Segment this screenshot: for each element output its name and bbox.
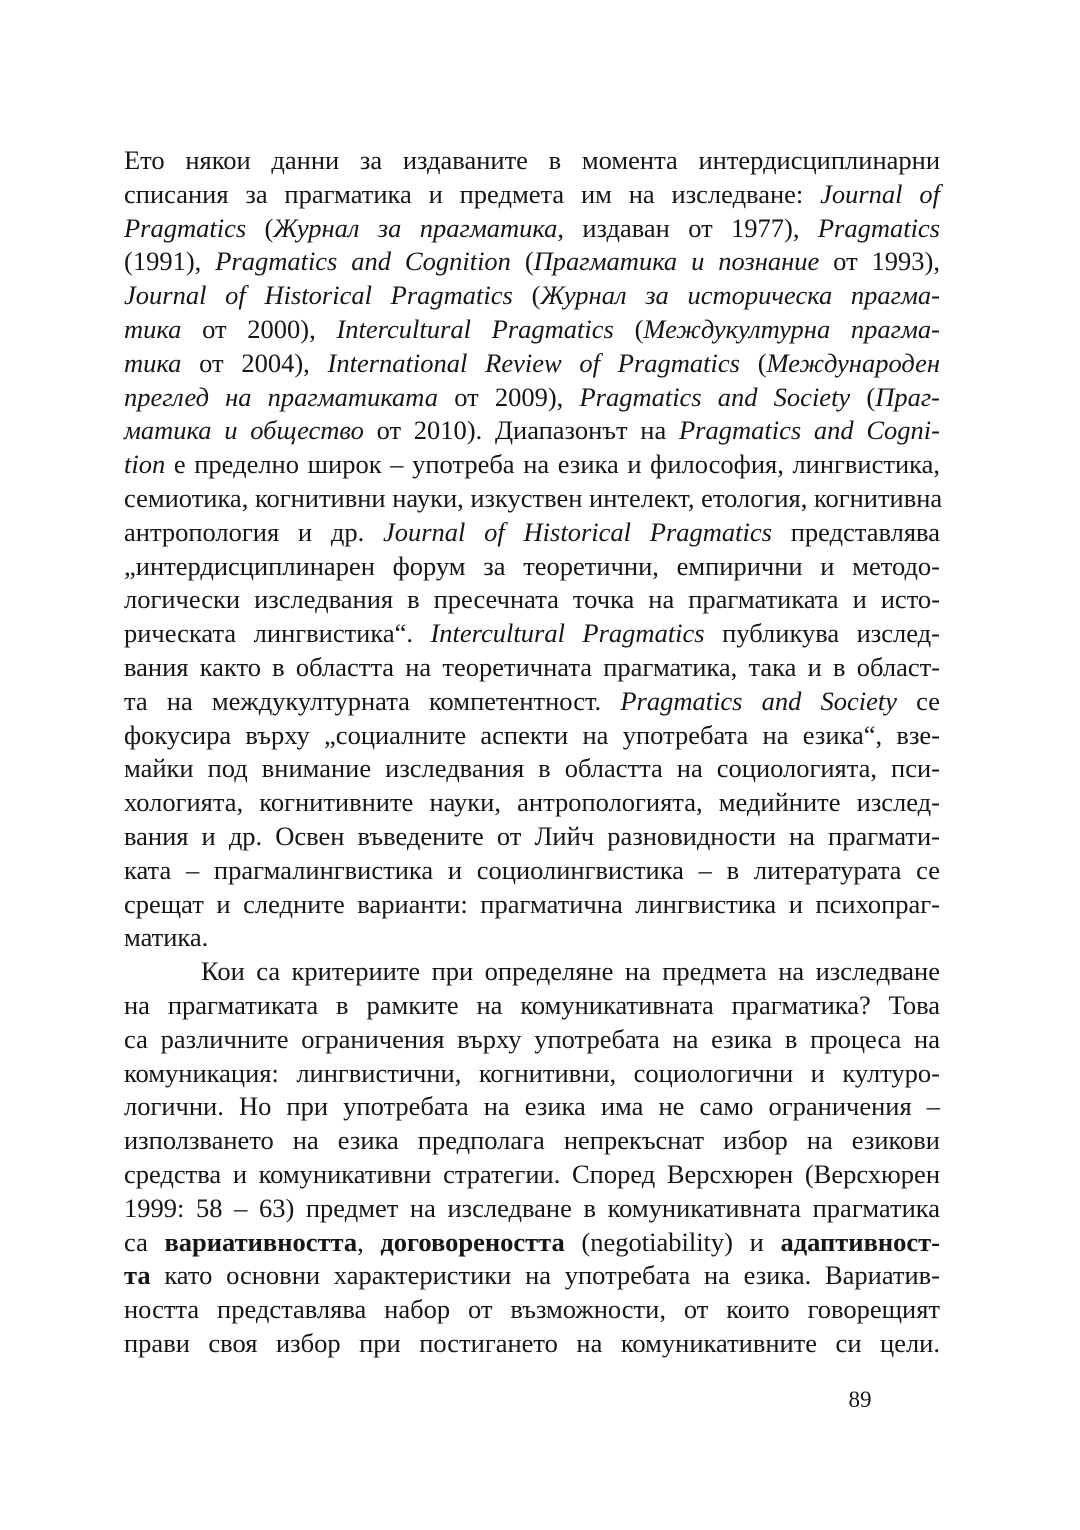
text-segment: ( (246, 212, 274, 243)
text-line (124, 1327, 940, 1361)
text-line (124, 685, 940, 719)
text-line (124, 1023, 940, 1057)
text-segment: та на междукултурната компетентност. (124, 685, 621, 716)
text-segment: от 1993), (819, 246, 941, 277)
text-line (124, 1090, 940, 1124)
italic-text: Journal of Historical Pragmatics (382, 516, 772, 547)
text-line (124, 414, 940, 448)
text-line (124, 144, 940, 178)
italic-text: Pragmatics and Society (620, 685, 898, 716)
text-segment: списания за прагматика и предмета им на изследване: (124, 178, 821, 209)
italic-text: Pragmatics and Cognition (215, 246, 511, 277)
italic-text: тика (124, 347, 182, 378)
italic-text: tion (124, 449, 166, 480)
italic-text: преглед на прагматиката (124, 381, 439, 412)
italic-text: Journal of Historical Pragmatics (124, 280, 513, 311)
text-segment: Кои са критериите при определяне на предмета на изследване (201, 956, 940, 987)
text-segment: „интердисциплинарен форум за теоретични, емпирични и методо- (124, 550, 940, 581)
italic-text: Праг- (875, 381, 940, 412)
text-line (124, 752, 940, 786)
text-segment: вания както в областта на теоретичната прагматика, така и в област- (124, 651, 940, 682)
text-segment: се (897, 685, 940, 716)
text-segment: ( (613, 313, 644, 344)
text-line (124, 245, 940, 279)
text-segment: използването на езика предполага непрекъснат избор на езикови (124, 1125, 940, 1156)
text-line (124, 1293, 940, 1327)
italic-text: International Review of Pragmatics (327, 347, 740, 378)
text-segment: средства и комуникативни стратегии. Според Версхюрен (Версхюрен (124, 1158, 940, 1189)
text-segment: вания и др. Освен въведените от Лийч разновидности на прагмати- (124, 820, 940, 851)
text-segment: ( (850, 381, 876, 412)
italic-text: Журнал за историческа прагма- (540, 280, 941, 311)
text-segment: майки под внимание изследвания в областта на социологията, пси- (124, 753, 940, 784)
text-line (124, 178, 940, 212)
text-line (124, 347, 940, 381)
text-line (124, 1057, 940, 1091)
text-line (124, 854, 940, 888)
text-segment: от 2004), (181, 347, 328, 378)
text-line (124, 1226, 940, 1260)
bold-text: адаптивност- (780, 1226, 940, 1257)
text-line (124, 921, 940, 955)
text-line (124, 1192, 940, 1226)
text-segment: , издаван от 1977), (557, 212, 818, 243)
text-segment: срещат и следните варианти: прагматична лингвистика и психопраг- (124, 888, 940, 919)
text-line (124, 381, 940, 415)
text-line (124, 955, 940, 989)
text-segment: ( (739, 347, 767, 378)
italic-text: Intercultural Pragmatics (336, 313, 614, 344)
text-segment: (1991), (124, 246, 216, 277)
text-line (124, 888, 940, 922)
text-segment: са (124, 1226, 165, 1257)
text-line (124, 1124, 940, 1158)
italic-text: Intercultural Pragmatics (430, 618, 705, 649)
bold-text: договореността (380, 1226, 565, 1257)
page-number: 89 (848, 1387, 872, 1412)
text-segment: хологията, когнитивните науки, антропологията, медийните изслед- (124, 787, 940, 818)
text-segment: логически изследвания в пресечната точка на прагматиката и исто- (124, 584, 940, 615)
text-line (124, 617, 940, 651)
text-segment: от 2010). Диапазонът на (363, 415, 679, 446)
text-segment: логични. Но при употребата на езика има не само ограничения – (124, 1091, 940, 1122)
text-line (124, 1259, 940, 1293)
text-line (124, 786, 940, 820)
text-segment: са различните ограничения върху употребата на езика в процеса на (124, 1023, 940, 1054)
bold-text: та (124, 1260, 151, 1291)
text-line (124, 550, 940, 584)
page-body-text (124, 144, 943, 1361)
text-segment: от 2000), (181, 313, 337, 344)
text-line (124, 212, 940, 246)
text-segment: фокусира върху „социалните аспекти на употребата на езика“, взе- (124, 719, 940, 750)
text-line (124, 448, 940, 482)
text-line (124, 1158, 940, 1192)
italic-text: Pragmatics and Society (579, 381, 851, 412)
italic-text: Журнал за прагматика (273, 212, 558, 243)
text-line (124, 482, 943, 516)
text-segment: семиотика, когнитивни науки, изкуствен интелект, етология, когнитивна (124, 482, 943, 513)
text-line (124, 279, 940, 313)
text-segment: като основни характеристики на употребата на езика. Вариатив- (150, 1260, 940, 1291)
bold-text: вариативността (164, 1226, 358, 1257)
text-segment: представлява (771, 516, 940, 547)
text-line (124, 989, 940, 1023)
text-segment: антропология и др. (124, 516, 383, 547)
text-segment: комуникация: лингвистични, когнитивни, социологични и културо- (124, 1057, 940, 1088)
text-line (124, 719, 940, 753)
text-segment: на прагматиката в рамките на комуникативната прагматика? Това (124, 989, 940, 1020)
text-segment: от 2009), (438, 381, 580, 412)
text-segment: 1999: 58 – 63) предмет на изследване в комуникативната прагматика (124, 1192, 940, 1223)
text-line (124, 583, 940, 617)
text-segment: ността представлява набор от възможности, от които говорещият (124, 1294, 940, 1325)
italic-text: Междукултурна прагма- (643, 313, 940, 344)
italic-text: матика и общество (124, 415, 364, 446)
text-segment: прави своя избор при постигането на комуникативните си цели. (124, 1327, 940, 1358)
text-segment: , (357, 1226, 381, 1257)
italic-text: Journal of (820, 178, 940, 209)
italic-text: тика (124, 313, 182, 344)
text-segment: Ето някои данни за издаваните в момента интердисциплинарни (124, 145, 940, 175)
text-segment: рическата лингвистика“. (124, 618, 431, 649)
text-segment: (negotiability) и (564, 1226, 781, 1257)
text-segment: е пределно широк – употреба на езика и философия, лингвистика, (165, 449, 940, 480)
italic-text: Pragmatics (124, 212, 247, 243)
text-line (124, 651, 940, 685)
text-line (124, 516, 940, 550)
italic-text: Pragmatics and Cogni- (678, 415, 940, 446)
text-segment: ( (510, 246, 534, 277)
text-segment: публикува изслед- (704, 618, 940, 649)
italic-text: Pragmatics (817, 212, 940, 243)
text-line (124, 313, 940, 347)
text-segment: ( (512, 280, 541, 311)
text-segment: ката – прагмалингвистика и социолингвистика – в литературата се (124, 854, 940, 885)
text-line (124, 820, 940, 854)
italic-text: Прагматика и познание (533, 246, 820, 277)
italic-text: Международен (766, 347, 940, 378)
text-segment: матика. (124, 922, 209, 953)
